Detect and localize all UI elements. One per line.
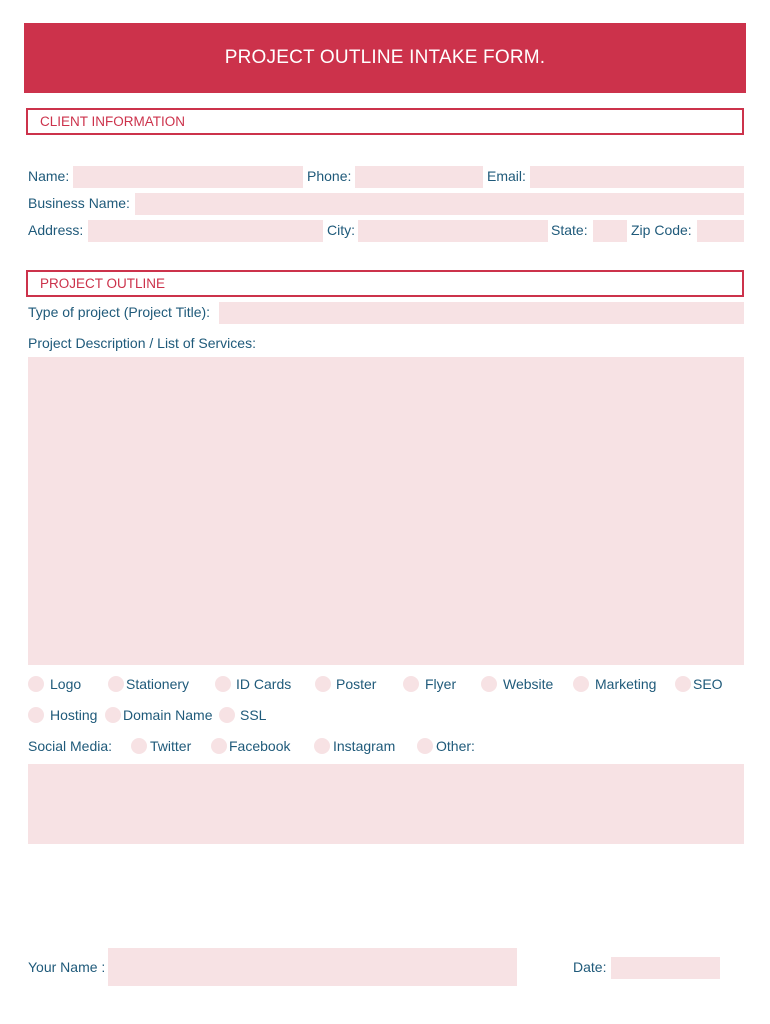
- hosting-option-label: Hosting: [50, 707, 98, 723]
- form-title-banner: [24, 23, 746, 93]
- ssl-checkbox[interactable]: [219, 707, 235, 723]
- your-name-field[interactable]: [108, 948, 517, 986]
- poster-checkbox[interactable]: [315, 676, 331, 692]
- address-label: Address:: [28, 222, 84, 238]
- twitter-checkbox[interactable]: [131, 738, 147, 754]
- business-name-label: Business Name:: [28, 195, 130, 211]
- client-information-header: [26, 108, 744, 135]
- project-type-label: Type of project (Project Title):: [28, 304, 211, 320]
- project-description-field[interactable]: [28, 357, 744, 665]
- facebook-checkbox[interactable]: [211, 738, 227, 754]
- name-label: Name:: [28, 168, 70, 184]
- client-information-heading: CLIENT INFORMATION: [40, 114, 186, 129]
- flyer-checkbox[interactable]: [403, 676, 419, 692]
- state-field[interactable]: [593, 220, 627, 242]
- seo-checkbox[interactable]: [675, 676, 691, 692]
- id-cards-option-label: ID Cards: [236, 676, 292, 692]
- id-cards-checkbox[interactable]: [215, 676, 231, 692]
- business-name-field[interactable]: [135, 193, 744, 215]
- poster-option-label: Poster: [336, 676, 377, 692]
- project-description-label: Project Description / List of Services:: [28, 335, 256, 351]
- domain-name-checkbox[interactable]: [105, 707, 121, 723]
- other-option-label: Other:: [436, 738, 475, 754]
- logo-checkbox[interactable]: [28, 676, 44, 692]
- instagram-option-label: Instagram: [333, 738, 396, 754]
- project-outline-header: [26, 270, 744, 297]
- phone-field[interactable]: [355, 166, 483, 188]
- marketing-checkbox[interactable]: [573, 676, 589, 692]
- date-field[interactable]: [611, 957, 720, 979]
- stationery-checkbox[interactable]: [108, 676, 124, 692]
- twitter-option-label: Twitter: [150, 738, 192, 754]
- website-checkbox[interactable]: [481, 676, 497, 692]
- city-label: City:: [327, 222, 355, 238]
- address-field[interactable]: [88, 220, 323, 242]
- city-field[interactable]: [358, 220, 548, 242]
- state-label: State:: [551, 222, 588, 238]
- date-label: Date:: [573, 959, 607, 975]
- instagram-checkbox[interactable]: [314, 738, 330, 754]
- ssl-option-label: SSL: [240, 707, 267, 723]
- marketing-option-label: Marketing: [595, 676, 657, 692]
- your-name-label: Your Name :: [28, 959, 106, 975]
- other-details-field[interactable]: [28, 764, 744, 844]
- hosting-checkbox[interactable]: [28, 707, 44, 723]
- logo-option-label: Logo: [50, 676, 82, 692]
- stationery-option-label: Stationery: [126, 676, 190, 692]
- other-checkbox[interactable]: [417, 738, 433, 754]
- email-field[interactable]: [530, 166, 744, 188]
- form-title: PROJECT OUTLINE INTAKE FORM.: [224, 47, 546, 68]
- project-type-field[interactable]: [219, 302, 744, 324]
- email-label: Email:: [487, 168, 526, 184]
- flyer-option-label: Flyer: [425, 676, 457, 692]
- project-outline-heading: PROJECT OUTLINE: [40, 276, 166, 291]
- zip-code-field[interactable]: [697, 220, 744, 242]
- phone-label: Phone:: [307, 168, 352, 184]
- seo-option-label: SEO: [693, 676, 723, 692]
- facebook-option-label: Facebook: [229, 738, 291, 754]
- social-media-label: Social Media:: [28, 738, 113, 754]
- domain-name-option-label: Domain Name: [123, 707, 213, 723]
- name-field[interactable]: [73, 166, 303, 188]
- zip-code-label: Zip Code:: [631, 222, 692, 238]
- website-option-label: Website: [503, 676, 554, 692]
